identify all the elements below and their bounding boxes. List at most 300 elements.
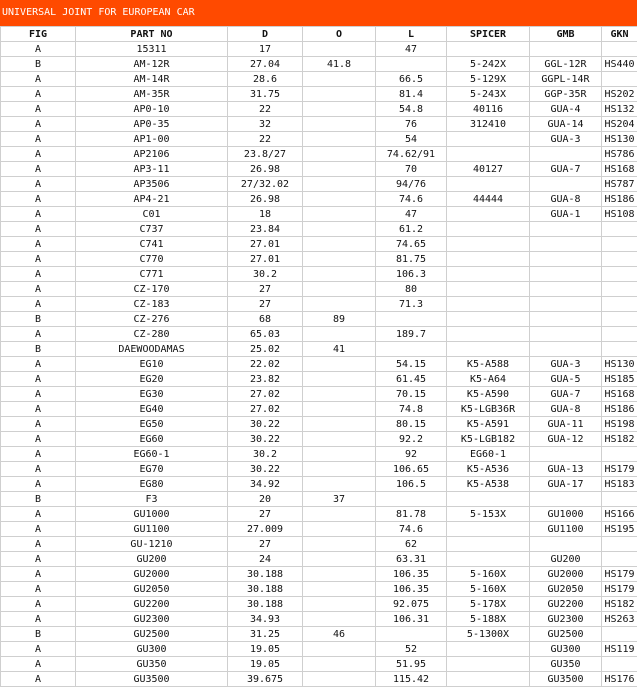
cell-gkn: HS130	[602, 357, 637, 372]
cell-gkn: HS132	[602, 102, 637, 117]
cell-spicer: 312410	[447, 117, 530, 132]
cell-l: 61.45	[376, 372, 447, 387]
table-row	[1, 447, 637, 462]
cell-o	[303, 612, 376, 627]
cell-o	[303, 522, 376, 537]
cell-o	[303, 117, 376, 132]
cell-spicer: K5-A590	[447, 387, 530, 402]
cell-l: 61.2	[376, 222, 447, 237]
cell-gmb: GU2500	[530, 627, 602, 642]
cell-spicer: 5-160X	[447, 567, 530, 582]
cell-part-no: EG80	[76, 477, 228, 492]
cell-part-no: AM-12R	[76, 57, 228, 72]
cell-part-no: CZ-170	[76, 282, 228, 297]
cell-spicer: K5-A536	[447, 462, 530, 477]
cell-l	[376, 627, 447, 642]
table-row	[1, 72, 637, 87]
cell-gkn: HS168	[602, 387, 637, 402]
cell-d: 30.22	[228, 462, 303, 477]
cell-fig: A	[1, 447, 76, 462]
cell-o	[303, 477, 376, 492]
cell-fig: A	[1, 297, 76, 312]
table-row	[1, 507, 637, 522]
cell-o	[303, 642, 376, 657]
cell-gmb: GU2000	[530, 567, 602, 582]
cell-gkn	[602, 627, 637, 642]
cell-o	[303, 372, 376, 387]
cell-part-no: EG20	[76, 372, 228, 387]
cell-part-no: AP0-10	[76, 102, 228, 117]
cell-gmb: GUA-5	[530, 372, 602, 387]
cell-fig: A	[1, 252, 76, 267]
cell-spicer	[447, 342, 530, 357]
cell-l: 63.31	[376, 552, 447, 567]
cell-gmb	[530, 312, 602, 327]
cell-d: 27.02	[228, 402, 303, 417]
cell-fig: B	[1, 627, 76, 642]
cell-gmb: GU200	[530, 552, 602, 567]
cell-d: 30.22	[228, 417, 303, 432]
cell-d: 30.2	[228, 267, 303, 282]
cell-spicer	[447, 642, 530, 657]
cell-spicer: 5-153X	[447, 507, 530, 522]
cell-o	[303, 417, 376, 432]
cell-gkn: HS198	[602, 417, 637, 432]
cell-d: 23.84	[228, 222, 303, 237]
cell-spicer	[447, 537, 530, 552]
cell-fig: A	[1, 657, 76, 672]
cell-o	[303, 87, 376, 102]
cell-gkn: HS119	[602, 642, 637, 657]
table-row	[1, 372, 637, 387]
table-row	[1, 132, 637, 147]
cell-gmb: GU1100	[530, 522, 602, 537]
cell-l: 74.6	[376, 192, 447, 207]
cell-d: 27.02	[228, 387, 303, 402]
cell-d: 23.8/27	[228, 147, 303, 162]
cell-gmb: GU350	[530, 657, 602, 672]
cell-o	[303, 132, 376, 147]
table-row	[1, 282, 637, 297]
cell-gmb: GUA-14	[530, 117, 602, 132]
table-row	[1, 612, 637, 627]
cell-d: 27.01	[228, 237, 303, 252]
table-row	[1, 57, 637, 72]
cell-o	[303, 537, 376, 552]
cell-gmb: GGL-12R	[530, 57, 602, 72]
cell-spicer: 44444	[447, 192, 530, 207]
cell-spicer	[447, 252, 530, 267]
cell-fig: A	[1, 147, 76, 162]
cell-spicer: K5-A591	[447, 417, 530, 432]
cell-o	[303, 102, 376, 117]
cell-o	[303, 42, 376, 57]
cell-o: 41	[303, 342, 376, 357]
cell-fig: A	[1, 567, 76, 582]
cell-gmb	[530, 222, 602, 237]
cell-fig: A	[1, 327, 76, 342]
cell-part-no: GU2300	[76, 612, 228, 627]
cell-spicer: 5-178X	[447, 597, 530, 612]
table-row	[1, 237, 637, 252]
cell-d: 27.01	[228, 252, 303, 267]
cell-o	[303, 387, 376, 402]
cell-fig: A	[1, 132, 76, 147]
cell-fig: B	[1, 342, 76, 357]
cell-part-no: GU350	[76, 657, 228, 672]
column-header-gmb: GMB	[530, 27, 602, 42]
cell-fig: A	[1, 402, 76, 417]
cell-o	[303, 327, 376, 342]
cell-o	[303, 282, 376, 297]
cell-l: 106.35	[376, 582, 447, 597]
cell-gkn	[602, 447, 637, 462]
cell-fig: A	[1, 162, 76, 177]
cell-gkn	[602, 342, 637, 357]
cell-fig: B	[1, 57, 76, 72]
cell-fig: A	[1, 672, 76, 687]
cell-part-no: C737	[76, 222, 228, 237]
cell-part-no: DAEWOODAMAS	[76, 342, 228, 357]
table-row	[1, 657, 637, 672]
cell-spicer: K5-A538	[447, 477, 530, 492]
cell-spicer	[447, 312, 530, 327]
table-row	[1, 207, 637, 222]
cell-spicer	[447, 267, 530, 282]
cell-gkn	[602, 327, 637, 342]
cell-fig: A	[1, 417, 76, 432]
cell-l: 106.3	[376, 267, 447, 282]
cell-d: 30.188	[228, 597, 303, 612]
cell-fig: A	[1, 87, 76, 102]
cell-gkn: HS130	[602, 132, 637, 147]
cell-l: 106.31	[376, 612, 447, 627]
cell-o	[303, 252, 376, 267]
cell-spicer	[447, 672, 530, 687]
cell-part-no: AP2106	[76, 147, 228, 162]
cell-l: 66.5	[376, 72, 447, 87]
cell-d: 30.188	[228, 567, 303, 582]
cell-fig: A	[1, 612, 76, 627]
cell-part-no: GU2050	[76, 582, 228, 597]
cell-l: 81.75	[376, 252, 447, 267]
cell-l: 51.95	[376, 657, 447, 672]
cell-d: 26.98	[228, 162, 303, 177]
cell-gmb: GU1000	[530, 507, 602, 522]
cell-spicer: 5-129X	[447, 72, 530, 87]
cell-spicer: 40116	[447, 102, 530, 117]
cell-gmb: GUA-3	[530, 132, 602, 147]
cell-gmb: GUA-1	[530, 207, 602, 222]
cell-l: 189.7	[376, 327, 447, 342]
cell-gkn: HS179	[602, 582, 637, 597]
cell-spicer: EG60-1	[447, 447, 530, 462]
cell-gmb	[530, 282, 602, 297]
cell-fig: A	[1, 177, 76, 192]
cell-fig: A	[1, 507, 76, 522]
cell-l: 71.3	[376, 297, 447, 312]
cell-l: 80.15	[376, 417, 447, 432]
table-row	[1, 42, 637, 57]
cell-spicer	[447, 282, 530, 297]
cell-d: 27/32.02	[228, 177, 303, 192]
cell-gmb: GU2300	[530, 612, 602, 627]
cell-d: 34.92	[228, 477, 303, 492]
table-row	[1, 162, 637, 177]
cell-gmb	[530, 237, 602, 252]
cell-part-no: GU200	[76, 552, 228, 567]
cell-part-no: AP3506	[76, 177, 228, 192]
column-header-spicer: SPICER	[447, 27, 530, 42]
column-header-part-no: PART NO	[76, 27, 228, 42]
cell-l: 62	[376, 537, 447, 552]
cell-l: 54	[376, 132, 447, 147]
cell-l: 74.6	[376, 522, 447, 537]
cell-part-no: F3	[76, 492, 228, 507]
cell-spicer: 5-242X	[447, 57, 530, 72]
cell-gkn: HS195	[602, 522, 637, 537]
cell-part-no: C01	[76, 207, 228, 222]
cell-spicer	[447, 177, 530, 192]
cell-gmb	[530, 342, 602, 357]
cell-part-no: GU2500	[76, 627, 228, 642]
cell-part-no: EG40	[76, 402, 228, 417]
cell-d: 17	[228, 42, 303, 57]
cell-o	[303, 462, 376, 477]
cell-gkn	[602, 72, 637, 87]
cell-d: 31.75	[228, 87, 303, 102]
column-header-o: O	[303, 27, 376, 42]
cell-o	[303, 447, 376, 462]
cell-gmb	[530, 492, 602, 507]
cell-gmb: GU300	[530, 642, 602, 657]
table-row	[1, 432, 637, 447]
cell-spicer: K5-A64	[447, 372, 530, 387]
cell-gkn: HS176	[602, 672, 637, 687]
cell-spicer	[447, 522, 530, 537]
column-header-d: D	[228, 27, 303, 42]
cell-spicer	[447, 552, 530, 567]
cell-gkn: HS787	[602, 177, 637, 192]
cell-fig: A	[1, 102, 76, 117]
cell-spicer: K5-LGB36R	[447, 402, 530, 417]
cell-l	[376, 312, 447, 327]
cell-l: 106.5	[376, 477, 447, 492]
cell-d: 30.22	[228, 432, 303, 447]
cell-spicer	[447, 237, 530, 252]
cell-gmb: GGP-35R	[530, 87, 602, 102]
cell-spicer	[447, 492, 530, 507]
cell-spicer	[447, 207, 530, 222]
cell-l: 70.15	[376, 387, 447, 402]
cell-d: 39.675	[228, 672, 303, 687]
cell-d: 34.93	[228, 612, 303, 627]
table-row	[1, 417, 637, 432]
cell-gkn: HS183	[602, 477, 637, 492]
cell-gkn	[602, 282, 637, 297]
cell-d: 25.02	[228, 342, 303, 357]
table-row	[1, 522, 637, 537]
cell-fig: A	[1, 462, 76, 477]
cell-spicer	[447, 327, 530, 342]
cell-l: 74.62/91	[376, 147, 447, 162]
cell-o	[303, 582, 376, 597]
cell-part-no: CZ-280	[76, 327, 228, 342]
cell-gkn: HS179	[602, 567, 637, 582]
table-row	[1, 642, 637, 657]
cell-part-no: GU1000	[76, 507, 228, 522]
cell-d: 30.188	[228, 582, 303, 597]
cell-part-no: AP0-35	[76, 117, 228, 132]
cell-d: 26.98	[228, 192, 303, 207]
cell-d: 20	[228, 492, 303, 507]
cell-gkn	[602, 297, 637, 312]
cell-gkn: HS186	[602, 192, 637, 207]
cell-o: 41.8	[303, 57, 376, 72]
cell-l: 106.65	[376, 462, 447, 477]
cell-l: 52	[376, 642, 447, 657]
cell-l: 70	[376, 162, 447, 177]
cell-d: 23.82	[228, 372, 303, 387]
cell-spicer: K5-A588	[447, 357, 530, 372]
cell-spicer: 5-1300X	[447, 627, 530, 642]
cell-fig: A	[1, 387, 76, 402]
cell-d: 28.6	[228, 72, 303, 87]
cell-o	[303, 222, 376, 237]
cell-gkn	[602, 222, 637, 237]
table-row	[1, 567, 637, 582]
table-row	[1, 147, 637, 162]
page-title: UNIVERSAL JOINT FOR EUROPEAN CAR	[0, 0, 637, 26]
cell-part-no: EG60-1	[76, 447, 228, 462]
cell-spicer	[447, 42, 530, 57]
table-row	[1, 357, 637, 372]
cell-gmb: GUA-3	[530, 357, 602, 372]
cell-gmb	[530, 42, 602, 57]
cell-o	[303, 267, 376, 282]
cell-gmb	[530, 447, 602, 462]
cell-l: 76	[376, 117, 447, 132]
cell-fig: A	[1, 42, 76, 57]
cell-gmb: GUA-17	[530, 477, 602, 492]
cell-o	[303, 432, 376, 447]
cell-part-no: GU300	[76, 642, 228, 657]
cell-fig: A	[1, 282, 76, 297]
cell-d: 30.2	[228, 447, 303, 462]
cell-gkn	[602, 237, 637, 252]
cell-l	[376, 57, 447, 72]
cell-part-no: GU-1210	[76, 537, 228, 552]
cell-gkn	[602, 42, 637, 57]
cell-gkn: HS202	[602, 87, 637, 102]
cell-spicer: 40127	[447, 162, 530, 177]
cell-fig: A	[1, 372, 76, 387]
cell-part-no: EG70	[76, 462, 228, 477]
cell-d: 27	[228, 297, 303, 312]
cell-d: 27.009	[228, 522, 303, 537]
table-row	[1, 327, 637, 342]
header-row	[1, 27, 637, 42]
cell-gmb: GUA-8	[530, 192, 602, 207]
cell-fig: A	[1, 582, 76, 597]
cell-o	[303, 192, 376, 207]
cell-gkn: HS186	[602, 402, 637, 417]
cell-gkn: HS182	[602, 597, 637, 612]
cell-gmb: GUA-7	[530, 162, 602, 177]
cell-gkn	[602, 252, 637, 267]
cell-l: 92.2	[376, 432, 447, 447]
cell-part-no: AP3-11	[76, 162, 228, 177]
cell-o	[303, 177, 376, 192]
cell-l: 80	[376, 282, 447, 297]
cell-o	[303, 147, 376, 162]
cell-part-no: EG30	[76, 387, 228, 402]
cell-gmb	[530, 327, 602, 342]
table-row	[1, 252, 637, 267]
table-row	[1, 222, 637, 237]
cell-fig: A	[1, 357, 76, 372]
cell-gmb	[530, 267, 602, 282]
table-row	[1, 552, 637, 567]
cell-fig: A	[1, 432, 76, 447]
cell-l: 106.35	[376, 567, 447, 582]
cell-o: 46	[303, 627, 376, 642]
cell-l	[376, 342, 447, 357]
cell-gmb	[530, 147, 602, 162]
cell-gkn: HS166	[602, 507, 637, 522]
cell-o	[303, 207, 376, 222]
cell-gkn	[602, 492, 637, 507]
cell-o	[303, 507, 376, 522]
cell-d: 27	[228, 282, 303, 297]
cell-o: 37	[303, 492, 376, 507]
cell-gkn: HS108	[602, 207, 637, 222]
table-row	[1, 477, 637, 492]
cell-gkn	[602, 537, 637, 552]
cell-o	[303, 357, 376, 372]
cell-gkn: HS263	[602, 612, 637, 627]
column-header-l: L	[376, 27, 447, 42]
cell-o	[303, 402, 376, 417]
cell-o	[303, 657, 376, 672]
table-row	[1, 192, 637, 207]
cell-o	[303, 72, 376, 87]
cell-spicer	[447, 297, 530, 312]
cell-l	[376, 492, 447, 507]
cell-fig: A	[1, 537, 76, 552]
cell-d: 27.04	[228, 57, 303, 72]
cell-gmb: GUA-13	[530, 462, 602, 477]
cell-gmb: GUA-11	[530, 417, 602, 432]
cell-spicer	[447, 132, 530, 147]
cell-o	[303, 597, 376, 612]
cell-l: 74.65	[376, 237, 447, 252]
table-row	[1, 312, 637, 327]
cell-fig: A	[1, 207, 76, 222]
cell-d: 27	[228, 507, 303, 522]
cell-gkn	[602, 267, 637, 282]
table-row	[1, 597, 637, 612]
cell-l: 74.8	[376, 402, 447, 417]
cell-part-no: EG10	[76, 357, 228, 372]
cell-gmb	[530, 297, 602, 312]
cell-part-no: AP1-00	[76, 132, 228, 147]
column-header-fig: FIG	[1, 27, 76, 42]
cell-part-no: EG60	[76, 432, 228, 447]
column-header-gkn: GKN	[602, 27, 637, 42]
table-row	[1, 102, 637, 117]
cell-l: 81.4	[376, 87, 447, 102]
